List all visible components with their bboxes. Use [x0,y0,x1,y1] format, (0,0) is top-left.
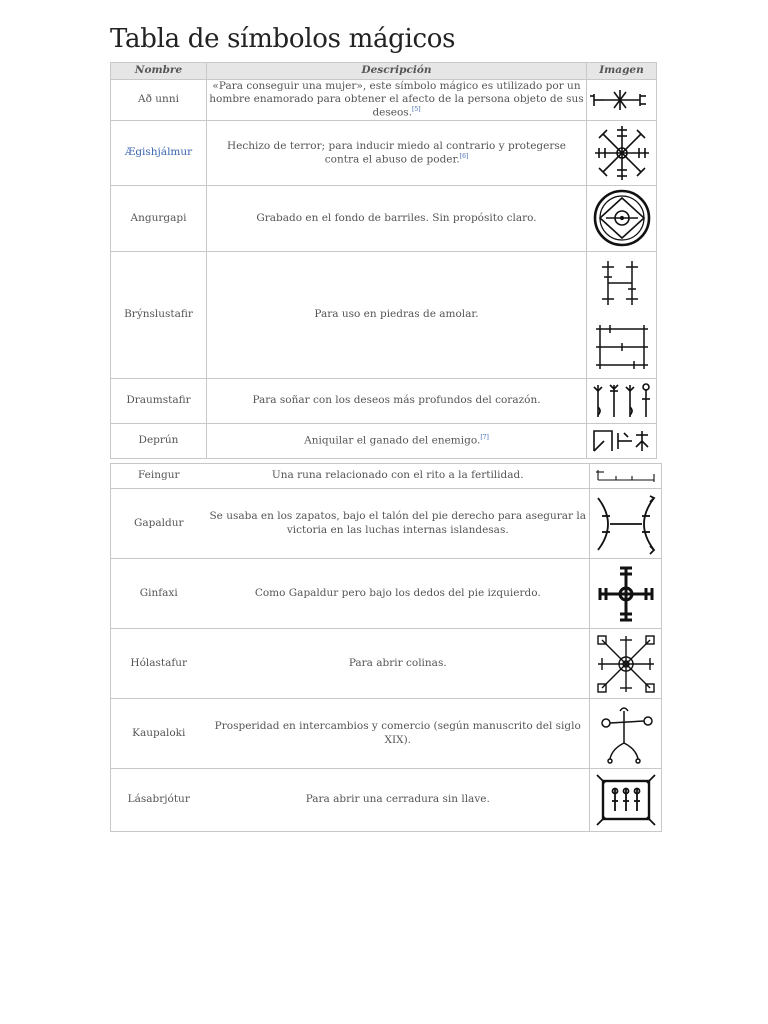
header-name: Nombre [111,63,207,80]
table-row [111,464,662,489]
kaupaloki-stave-icon [594,703,658,765]
symbol-image-cell [587,120,657,185]
symbol-name: Deprún [111,423,207,458]
symbol-description: Para soñar con los deseos más profundos del corazón. [207,378,587,423]
table-row [111,120,657,185]
symbols-table-part-1 [110,62,657,459]
table-row [111,629,662,699]
table-row [111,489,662,559]
table-row [111,699,662,769]
symbol-image-cell [590,629,662,699]
symbol-name: Hólastafur [111,629,207,699]
symbol-description: Como Gapaldur pero bajo los dedos del pie izquierdo. [207,559,590,629]
deprun-stave-icon [590,427,654,455]
symbols-table-part-2 [110,463,662,832]
symbol-name: Gapaldur [111,489,207,559]
symbol-name: Angurgapi [111,185,207,251]
symbol-name: Ginfaxi [111,559,207,629]
symbol-description: Para abrir colinas. [207,629,590,699]
symbol-image-cell [587,251,657,378]
header-description: Descripción [207,63,587,80]
symbol-name: Kaupaloki [111,699,207,769]
feingur-stave-icon [594,466,658,486]
draumstafir-stave-icon [590,381,654,421]
table-row [111,559,662,629]
holastafur-stave-icon [594,632,658,696]
table-row [111,80,657,121]
symbol-image-cell [587,80,657,121]
lasabrjotur-stave-icon [593,771,659,829]
symbol-description: Grabado en el fondo de barriles. Sin propósito claro. [207,185,587,251]
table-header-row [111,63,657,80]
ad-unni-stave-icon [590,88,654,112]
symbol-description: Prosperidad en intercambios y comercio (según manuscrito del siglo XIX). [207,699,590,769]
page-title: Tabla de símbolos mágicos [110,24,456,54]
symbol-image-cell [590,699,662,769]
symbol-description: Una runa relacionado con el rito a la fertilidad. [207,464,590,489]
reference-link[interactable]: [7] [480,434,489,442]
symbol-image-cell [590,559,662,629]
symbol-description: Aniquilar el ganado del enemigo.[7] [207,423,587,458]
symbol-description: Hechizo de terror; para inducir miedo al contrario y protegerse contra el abuso de poder.[6] [207,120,587,185]
header-image: Imagen [587,63,657,80]
brynslustafir-stave-icon [590,255,654,375]
reference-link[interactable]: [5] [412,106,421,114]
symbol-name: Brýnslustafir [111,251,207,378]
symbol-link[interactable]: Ægishjálmur [124,146,193,159]
symbol-image-cell [590,769,662,832]
symbol-image-cell [590,464,662,489]
table-row [111,378,657,423]
symbol-image-cell [587,423,657,458]
table-row [111,251,657,378]
symbol-name: Feingur [111,464,207,489]
symbol-description: Para uso en piedras de amolar. [207,251,587,378]
symbol-description: Para abrir una cerradura sin llave. [207,769,590,832]
table-row [111,423,657,458]
symbol-image-cell [587,185,657,251]
symbol-description: «Para conseguir una mujer», este símbolo mágico es utilizado por un hombre enamorado para obtener el afecto de la persona objeto de sus deseos.[5] [207,80,587,121]
symbol-name: Lásabrjótur [111,769,207,832]
symbol-name [111,120,207,185]
symbol-name: Draumstafir [111,378,207,423]
table-row [111,185,657,251]
symbol-description: Se usaba en los zapatos, bajo el talón del pie derecho para asegurar la victoria en las luchas internas islandesas. [207,489,590,559]
table-row [111,769,662,832]
symbol-image-cell [587,378,657,423]
ginfaxi-stave-icon [594,564,658,624]
angurgapi-stave-icon [592,188,652,248]
symbol-name: Að unni [111,80,207,121]
reference-link[interactable]: [6] [459,152,469,160]
aegishjalmur-stave-icon [591,122,653,184]
symbol-image-cell [590,489,662,559]
gapaldur-stave-icon [592,492,660,556]
